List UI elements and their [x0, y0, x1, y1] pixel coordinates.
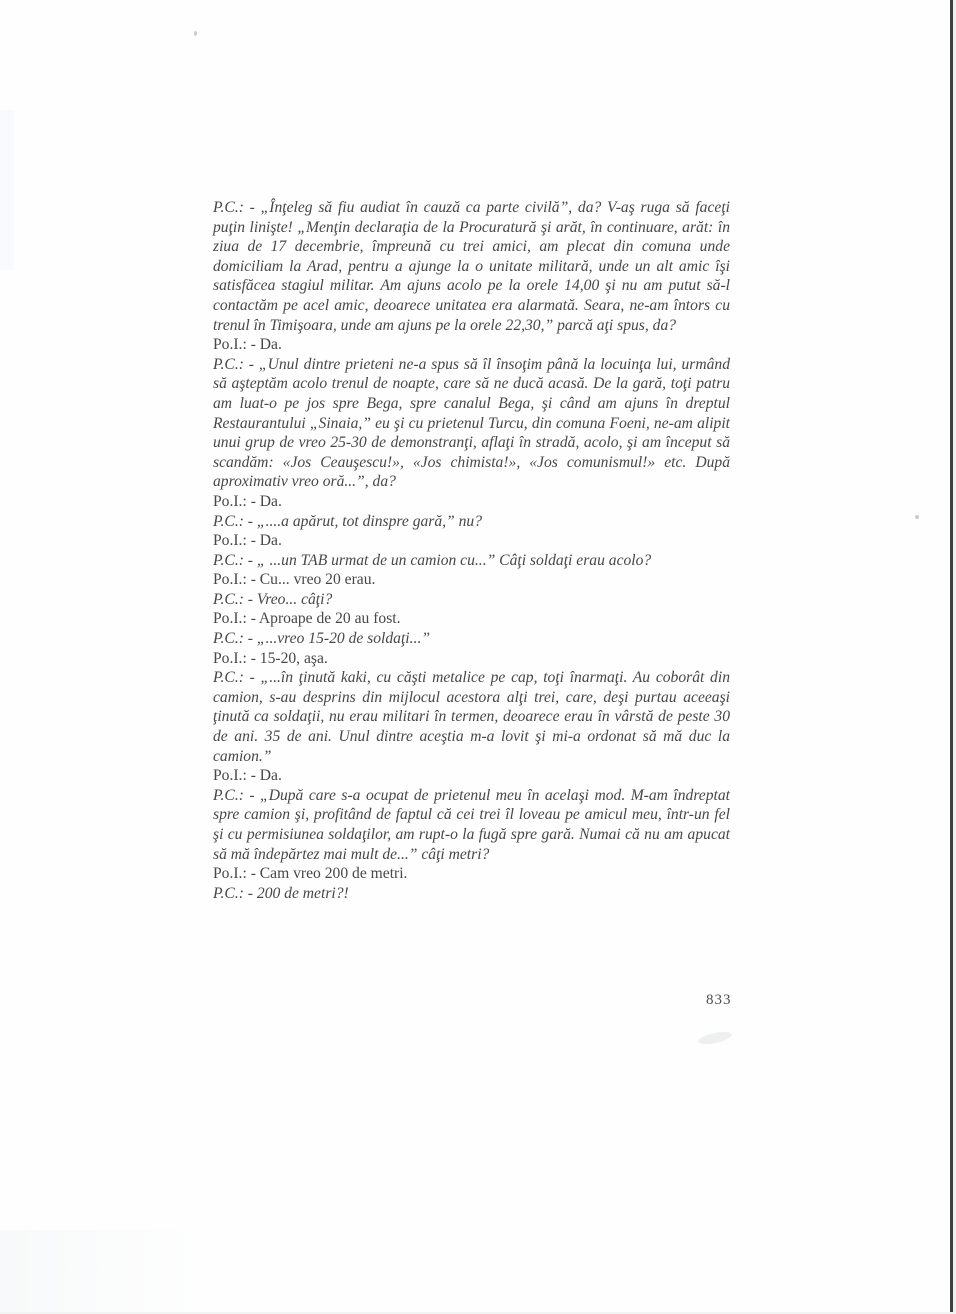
page-number: 833	[706, 992, 732, 1008]
dialogue-turn-poi: Po.I.: - Da.	[213, 767, 282, 785]
dialogue-turn-pc: P.C.: - „După care s-a ocupat de prietenul meu în acelaşi mod. M-am îndreptat spre camion şi, profitând de faptul că cei trei îl loveau pe amicul meu, într-un fel şi cu permisiunea soldaţilor, am rupt-o la fugă spre gară. Numai că nu am apucat să mă îndepărtez mai mult de...” câţi metri?	[213, 786, 730, 863]
scan-edge-right	[950, 0, 953, 1314]
scan-tint-bottom-left	[0, 1230, 210, 1314]
dialogue-turn-poi: Po.I.: - Cu... vreo 20 erau.	[213, 571, 376, 589]
dialogue-turn-poi: Po.I.: - 15-20, aşa.	[213, 649, 328, 667]
dialogue-turn-pc: P.C.: - „....a apărut, tot dinspre gară,” nu?	[213, 512, 483, 530]
dialogue-turn-poi: Po.I.: - Da.	[213, 336, 282, 354]
dialogue-transcript	[213, 198, 730, 903]
dialogue-turn-pc: P.C.: - Vreo... câţi?	[213, 590, 333, 608]
dialogue-turn-pc: P.C.: - „...vreo 15-20 de soldaţi...”	[213, 630, 431, 648]
scan-speck	[194, 31, 197, 36]
scan-speck	[915, 515, 919, 519]
dialogue-turn-pc: P.C.: - „...în ţinută kaki, cu căşti metalice pe cap, toţi înarmaţi. Au coborât din camion, s-au desprins din mijlocul acestora alţi trei, care, deşi purtau aceeaşi ţinută ca soldaţii, nu erau militari în termen, deoarece erau în vârstă de peste 30 de ani. 35 de ani. Unul dintre aceştia m-a lovit şi mi-a ordonat să mă duc la camion.”	[213, 669, 730, 765]
dialogue-turn-poi: Po.I.: - Da.	[213, 532, 282, 550]
dialogue-turn-pc: P.C.: - 200 de metri?!	[213, 884, 349, 902]
dialogue-turn-poi: Po.I.: - Da.	[213, 492, 282, 510]
dialogue-turn-poi: Po.I.: - Cam vreo 200 de metri.	[213, 865, 408, 883]
dialogue-turn-pc: P.C.: - „ ...un TAB urmat de un camion cu...” Câţi soldaţi erau acolo?	[213, 551, 652, 569]
dialogue-turn-pc: P.C.: - „Unul dintre prieteni ne-a spus să îl însoţim până la locuinţa lui, urmând să aşteptăm acolo trenul de noapte, care să ne ducă acasă. De la gară, toţi patru am luat-o pe jos spre Bega, spre canalul Bega, şi când am ajuns în dreptul Restaurantului „Sinaia,” eu şi cu prietenul Turcu, din comuna Foeni, ne-am alipit unui grup de vreo 25-30 de demonstranţi, aflaţi în stradă, acolo, şi am început să scandăm: «Jos Ceauşescu!», «Jos chimista!», «Jos comunismul!» etc. După aproximativ vreo oră...”, da?	[213, 355, 730, 491]
dialogue-turn-poi: Po.I.: - Aproape de 20 au fost.	[213, 610, 401, 628]
scan-smudge	[697, 1030, 732, 1047]
dialogue-turn-pc: P.C.: - „Înţeleg să fiu audiat în cauză ca parte civilă”, da? V-aş ruga să faceţi puţin linişte! „Menţin declaraţia de la Procuratură şi arăt, în continuare, arăt: în ziua de 17 decembrie, împreună cu trei amici, am plecat din comuna unde domiciliam la Arad, pentru a ajunge la o unitate militară, unde un alt amic îşi satisfăcea stagiul militar. Am ajuns acolo pe la orele 14,00 şi nu am putut să-l contactăm pe acel amic, deoarece unitatea era alarmată. Seara, ne-am întors cu trenul în Timişoara, unde am ajuns pe la orele 22,30,” parcă aţi spus, da?	[213, 199, 730, 334]
scan-tint-left	[0, 110, 14, 270]
